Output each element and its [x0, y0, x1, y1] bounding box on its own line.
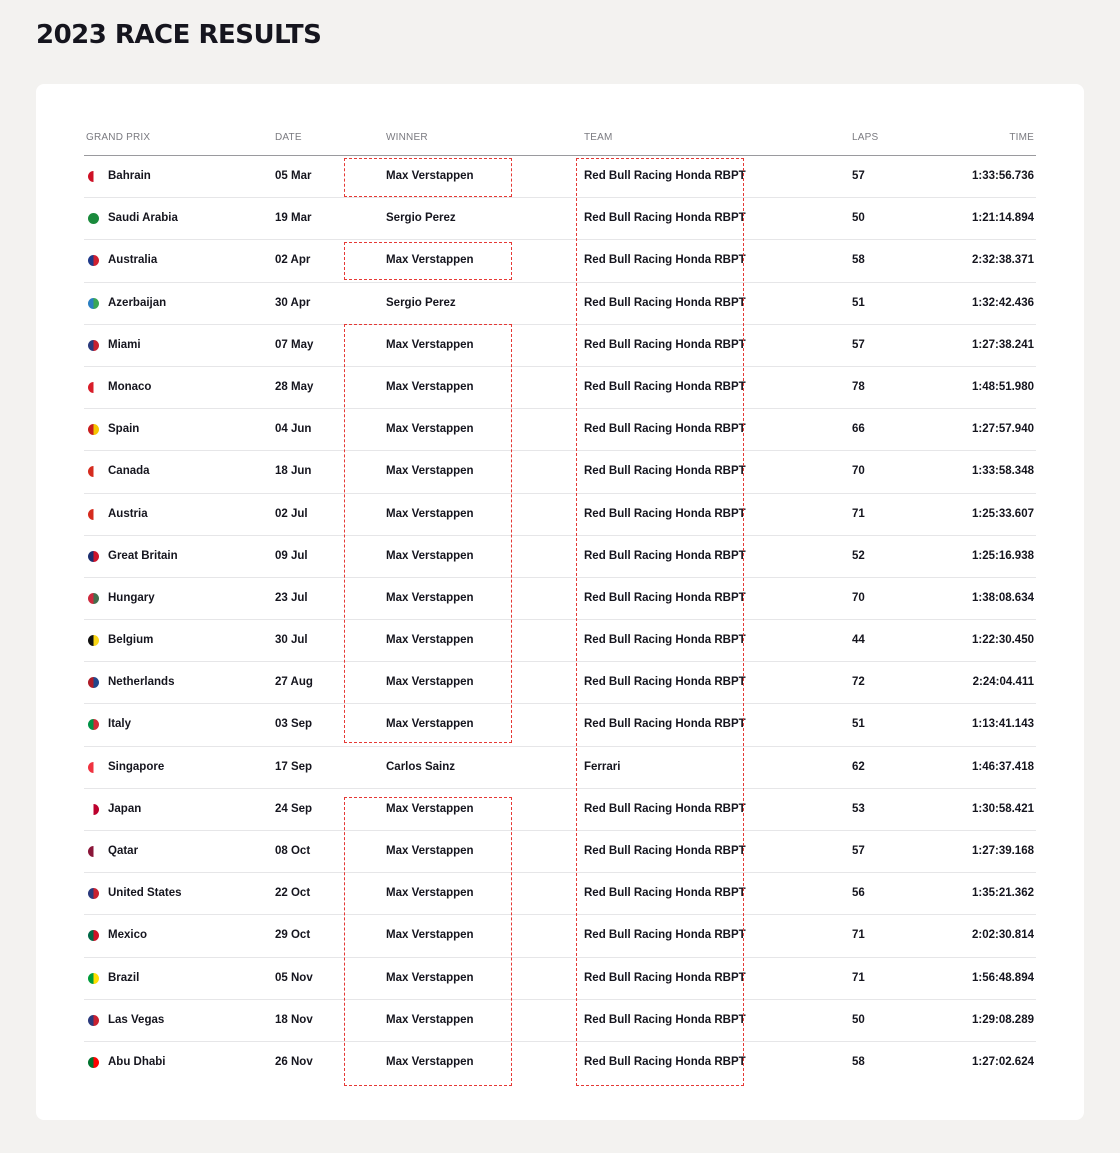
race-time: 1:25:33.607	[971, 507, 1034, 520]
race-time: 1:38:08.634	[971, 591, 1034, 604]
laps-count: 71	[852, 507, 865, 520]
table-row[interactable]	[84, 367, 1036, 409]
table-row[interactable]	[84, 747, 1036, 789]
grand-prix-name[interactable]: Austria	[108, 507, 148, 520]
winner-name[interactable]: Max Verstappen	[386, 676, 474, 689]
flag-icon	[88, 846, 99, 857]
grand-prix-name[interactable]: Miami	[108, 338, 141, 351]
race-time: 1:46:37.418	[971, 760, 1034, 773]
race-date: 04 Jun	[275, 423, 312, 436]
winner-name[interactable]: Max Verstappen	[386, 254, 474, 267]
race-date: 28 May	[275, 380, 314, 393]
flag-icon	[88, 509, 99, 520]
grand-prix-name[interactable]: Canada	[108, 465, 150, 478]
laps-count: 57	[852, 845, 865, 857]
team-name[interactable]: Red Bull Racing Honda RBPT	[584, 802, 746, 815]
race-date: 05 Mar	[275, 170, 312, 182]
team-name[interactable]: Red Bull Racing Honda RBPT	[584, 676, 746, 689]
flag-icon	[88, 340, 99, 351]
table-row[interactable]	[84, 198, 1036, 240]
team-name[interactable]: Ferrari	[584, 760, 621, 773]
race-time: 1:48:51.980	[971, 380, 1034, 393]
table-row[interactable]	[84, 283, 1036, 325]
team-name[interactable]: Red Bull Racing Honda RBPT	[584, 465, 746, 478]
race-date: 03 Sep	[275, 718, 313, 731]
race-date: 09 Jul	[275, 549, 308, 562]
race-date: 24 Sep	[275, 802, 313, 815]
laps-count: 58	[852, 1055, 865, 1068]
laps-count: 52	[852, 549, 865, 562]
flag-icon	[88, 382, 99, 393]
flag-icon	[88, 888, 99, 899]
race-time: 1:30:58.421	[971, 802, 1034, 815]
laps-count: 44	[852, 634, 865, 647]
grand-prix-name[interactable]: United States	[108, 887, 182, 900]
winner-name[interactable]: Max Verstappen	[386, 802, 474, 815]
race-date: 18 Nov	[275, 1013, 313, 1026]
race-date: 26 Nov	[275, 1055, 313, 1068]
laps-count: 70	[852, 591, 865, 604]
results-table	[84, 120, 1036, 1084]
team-name[interactable]: Red Bull Racing Honda RBPT	[584, 507, 746, 520]
table-row[interactable]	[84, 704, 1036, 746]
laps-count: 51	[852, 296, 865, 309]
winner-name[interactable]: Max Verstappen	[386, 591, 474, 604]
laps-count: 56	[852, 887, 865, 900]
race-date: 02 Jul	[275, 507, 308, 520]
race-time: 1:27:02.624	[971, 1055, 1034, 1068]
grand-prix-name[interactable]: Brazil	[108, 971, 140, 984]
team-name[interactable]: Red Bull Racing Honda RBPT	[584, 929, 746, 942]
flag-icon	[88, 762, 99, 773]
team-name[interactable]: Red Bull Racing Honda RBPT	[584, 634, 746, 647]
flag-icon	[88, 804, 99, 815]
team-name[interactable]: Red Bull Racing Honda RBPT	[584, 212, 746, 225]
laps-count: 70	[852, 465, 865, 478]
race-time: 1:32:42.436	[971, 296, 1034, 309]
header-laps[interactable]: LAPS	[852, 132, 879, 143]
table-row[interactable]	[84, 831, 1036, 873]
race-time: 1:27:39.168	[971, 845, 1034, 857]
race-date: 30 Apr	[275, 296, 311, 309]
table-row[interactable]	[84, 915, 1036, 957]
table-row[interactable]	[84, 494, 1036, 536]
race-date: 29 Oct	[275, 929, 311, 942]
header-grand-prix[interactable]: GRAND PRIX	[86, 132, 151, 143]
flag-icon	[88, 1057, 99, 1068]
winner-name[interactable]: Max Verstappen	[386, 423, 474, 436]
table-row[interactable]	[84, 156, 1036, 198]
team-name[interactable]: Red Bull Racing Honda RBPT	[584, 380, 746, 393]
table-row[interactable]	[84, 620, 1036, 662]
team-name[interactable]: Red Bull Racing Honda RBPT	[584, 338, 746, 351]
grand-prix-name[interactable]: Mexico	[108, 929, 147, 942]
winner-name[interactable]: Carlos Sainz	[386, 760, 456, 773]
race-time: 2:02:30.814	[971, 929, 1034, 942]
table-row[interactable]	[84, 789, 1036, 831]
table-row[interactable]	[84, 325, 1036, 367]
table-row[interactable]	[84, 1042, 1036, 1084]
header-winner[interactable]: WINNER	[386, 132, 428, 143]
race-date: 22 Oct	[275, 887, 311, 900]
winner-name[interactable]: Max Verstappen	[386, 718, 474, 731]
flag-icon	[88, 213, 99, 224]
laps-count: 50	[852, 1013, 865, 1026]
winner-name[interactable]: Sergio Perez	[386, 212, 456, 225]
table-header	[84, 120, 1036, 156]
laps-count: 78	[852, 380, 865, 393]
table-row[interactable]	[84, 1000, 1036, 1042]
winner-name[interactable]: Sergio Perez	[386, 296, 456, 309]
table-row[interactable]	[84, 662, 1036, 704]
winner-name[interactable]: Max Verstappen	[386, 971, 474, 984]
flag-icon	[88, 930, 99, 941]
team-name[interactable]: Red Bull Racing Honda RBPT	[584, 845, 746, 857]
grand-prix-name[interactable]: Bahrain	[108, 170, 151, 182]
flag-icon	[88, 424, 99, 435]
race-date: 07 May	[275, 338, 314, 351]
team-name[interactable]: Red Bull Racing Honda RBPT	[584, 423, 746, 436]
grand-prix-name[interactable]: Italy	[108, 718, 132, 731]
winner-name[interactable]: Max Verstappen	[386, 549, 474, 562]
grand-prix-name[interactable]: Netherlands	[108, 676, 175, 689]
winner-name[interactable]: Max Verstappen	[386, 634, 474, 647]
race-date: 18 Jun	[275, 465, 312, 478]
table-body	[84, 156, 1036, 1084]
winner-name[interactable]: Max Verstappen	[386, 507, 474, 520]
laps-count: 57	[852, 338, 865, 351]
race-time: 1:22:30.450	[971, 634, 1034, 647]
grand-prix-name[interactable]: Spain	[108, 423, 140, 436]
winner-name[interactable]: Max Verstappen	[386, 1055, 474, 1068]
grand-prix-name[interactable]: Azerbaijan	[108, 296, 167, 309]
winner-name[interactable]: Max Verstappen	[386, 338, 474, 351]
race-date: 08 Oct	[275, 845, 311, 857]
race-time: 1:33:58.348	[971, 465, 1034, 478]
flag-icon	[88, 1015, 99, 1026]
laps-count: 57	[852, 170, 865, 182]
laps-count: 58	[852, 254, 865, 267]
laps-count: 71	[852, 971, 865, 984]
race-time: 1:27:57.940	[971, 423, 1034, 436]
laps-count: 53	[852, 802, 865, 815]
winner-name[interactable]: Max Verstappen	[386, 380, 474, 393]
race-time: 1:27:38.241	[971, 338, 1034, 351]
race-time: 2:32:38.371	[971, 254, 1034, 267]
winner-name[interactable]: Max Verstappen	[386, 887, 474, 900]
laps-count: 72	[852, 676, 865, 689]
flag-icon	[88, 677, 99, 688]
team-name[interactable]: Red Bull Racing Honda RBPT	[584, 887, 746, 900]
race-time: 1:13:41.143	[971, 718, 1034, 731]
grand-prix-name[interactable]: Abu Dhabi	[108, 1055, 166, 1068]
flag-icon	[88, 593, 99, 604]
flag-icon	[88, 973, 99, 984]
race-date: 02 Apr	[275, 254, 311, 267]
team-name[interactable]: Red Bull Racing Honda RBPT	[584, 296, 746, 309]
flag-icon	[88, 171, 99, 182]
race-time: 1:29:08.289	[971, 1013, 1034, 1026]
winner-name[interactable]: Max Verstappen	[386, 845, 474, 857]
grand-prix-name[interactable]: Las Vegas	[108, 1013, 165, 1026]
race-time: 2:24:04.411	[972, 676, 1034, 689]
flag-icon	[88, 551, 99, 562]
flag-icon	[88, 466, 99, 477]
laps-count: 62	[852, 760, 865, 773]
grand-prix-name[interactable]: Monaco	[108, 380, 152, 393]
table-row[interactable]	[84, 409, 1036, 451]
race-date: 23 Jul	[275, 591, 308, 604]
header-time[interactable]: TIME	[1009, 132, 1034, 143]
grand-prix-name[interactable]: Qatar	[108, 845, 139, 857]
race-date: 27 Aug	[275, 676, 313, 689]
team-name[interactable]: Red Bull Racing Honda RBPT	[584, 1055, 746, 1068]
race-time: 1:33:56.736	[971, 170, 1034, 182]
team-name[interactable]: Red Bull Racing Honda RBPT	[584, 591, 746, 604]
table-row[interactable]	[84, 240, 1036, 282]
team-name[interactable]: Red Bull Racing Honda RBPT	[584, 718, 746, 731]
team-name[interactable]: Red Bull Racing Honda RBPT	[584, 1013, 746, 1026]
laps-count: 50	[852, 212, 865, 225]
team-name[interactable]: Red Bull Racing Honda RBPT	[584, 254, 746, 267]
race-date: 30 Jul	[275, 634, 308, 647]
table-row[interactable]	[84, 873, 1036, 915]
team-name[interactable]: Red Bull Racing Honda RBPT	[584, 170, 746, 182]
results-card	[36, 84, 1084, 1120]
page-title: 2023 RACE RESULTS	[36, 20, 322, 50]
race-time: 1:56:48.894	[971, 971, 1034, 984]
flag-icon	[88, 298, 99, 309]
table-row[interactable]	[84, 958, 1036, 1000]
race-time: 1:21:14.894	[971, 212, 1034, 225]
header-team[interactable]: TEAM	[584, 132, 613, 143]
table-row[interactable]	[84, 451, 1036, 493]
grand-prix-name[interactable]: Saudi Arabia	[108, 212, 178, 225]
race-date: 17 Sep	[275, 760, 313, 773]
grand-prix-name[interactable]: Hungary	[108, 591, 155, 604]
grand-prix-name[interactable]: Belgium	[108, 634, 154, 647]
grand-prix-name[interactable]: Singapore	[108, 760, 165, 773]
table-row[interactable]	[84, 578, 1036, 620]
flag-icon	[88, 719, 99, 730]
flag-icon	[88, 635, 99, 646]
table-row[interactable]	[84, 536, 1036, 578]
laps-count: 71	[852, 929, 865, 942]
flag-icon	[88, 255, 99, 266]
winner-name[interactable]: Max Verstappen	[386, 170, 474, 182]
grand-prix-name[interactable]: Japan	[108, 802, 142, 815]
race-date: 19 Mar	[275, 212, 312, 225]
race-time: 1:25:16.938	[971, 549, 1034, 562]
team-name[interactable]: Red Bull Racing Honda RBPT	[584, 971, 746, 984]
winner-name[interactable]: Max Verstappen	[386, 929, 474, 942]
team-name[interactable]: Red Bull Racing Honda RBPT	[584, 549, 746, 562]
header-date[interactable]: DATE	[275, 132, 302, 143]
race-date: 05 Nov	[275, 971, 313, 984]
winner-name[interactable]: Max Verstappen	[386, 1013, 474, 1026]
laps-count: 66	[852, 423, 865, 436]
laps-count: 51	[852, 718, 865, 731]
race-time: 1:35:21.362	[971, 887, 1034, 900]
winner-name[interactable]: Max Verstappen	[386, 465, 474, 478]
grand-prix-name[interactable]: Great Britain	[108, 549, 178, 562]
grand-prix-name[interactable]: Australia	[108, 254, 158, 267]
